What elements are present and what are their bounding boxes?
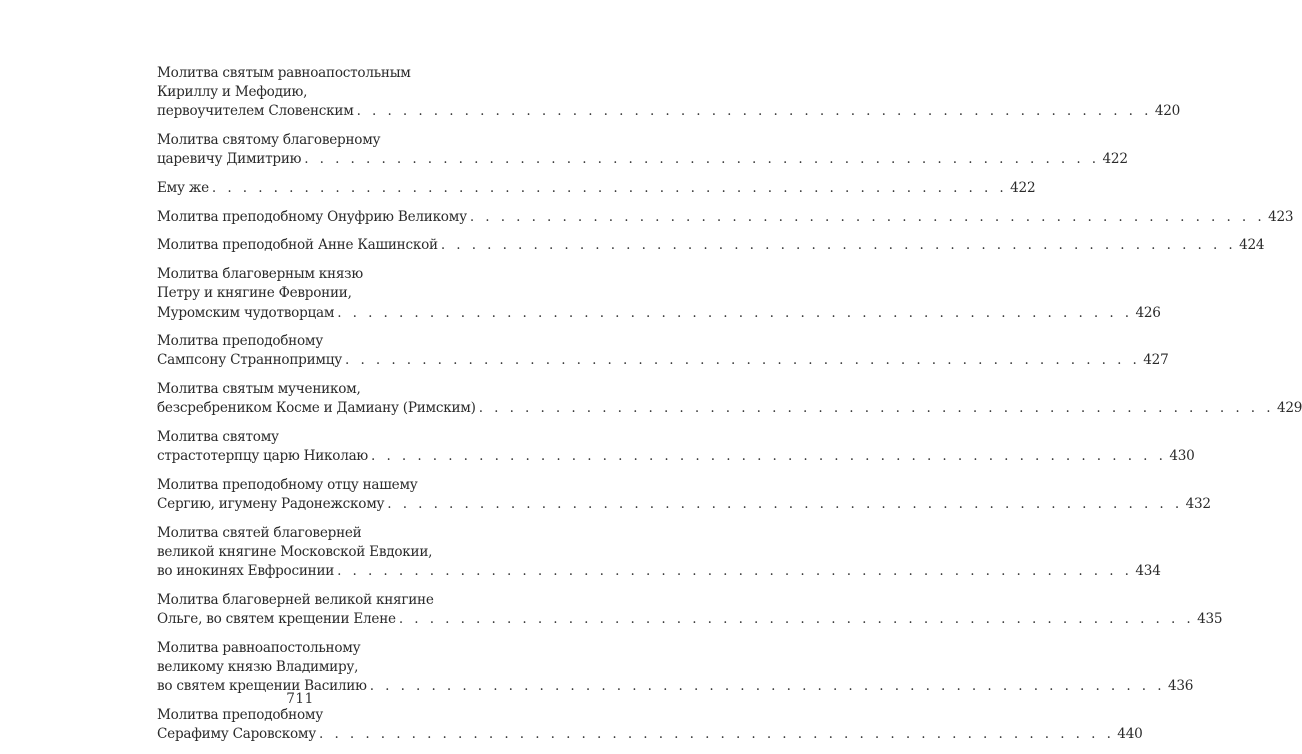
dot-leader: . . . . . . . . . . . . . . . . . . . . . . . . . . . . . . . . . . . . . . . . . . . . . . . . . . . . (211, 180, 1008, 197)
toc-entry-final-line (157, 102, 1181, 121)
toc-entry-title-line: Молитва благоверным князю (157, 266, 363, 283)
toc-entry (157, 639, 1194, 697)
toc-entry-title-line: Сампсону Страннопримцу (157, 352, 342, 369)
toc-entry-title-line: страстотерпцу царю Николаю (157, 448, 369, 465)
toc-entry-title-line: Ольге, во святем крещении Елене (157, 611, 396, 628)
toc-entry-title-line: Молитва святому благоверному (157, 132, 381, 149)
dot-leader: . . . . . . . . . . . . . . . . . . . . . . . . . . . . . . . . . . . . . . . . . . . . . . . . . . . . (371, 448, 1167, 465)
toc-entry-title-line: Муромским чудотворцам (157, 304, 335, 321)
toc-page-number: 424 (1239, 237, 1265, 254)
dot-leader: . . . . . . . . . . . . . . . . . . . . . . . . . . . . . . . . . . . . . . . . . . . . . . . . . . . . (319, 726, 1115, 743)
toc-entry-title-line: во святем крещении Василию (157, 678, 367, 695)
toc-entry (157, 591, 1223, 629)
dot-leader: . . . . . . . . . . . . . . . . . . . . . . . . . . . . . . . . . . . . . . . . . . . . . . . . . . . . (398, 611, 1195, 628)
toc-page-number: 427 (1143, 352, 1169, 369)
dot-leader: . . . . . . . . . . . . . . . . . . . . . . . . . . . . . . . . . . . . . . . . . . . . . . . . . . . . (469, 208, 1266, 225)
toc-page-number: 429 (1276, 400, 1302, 417)
toc-entry (157, 64, 1181, 122)
toc-entry-title-line: Сергию, игумену Радонежскому (157, 496, 385, 513)
toc-entry-final-line (157, 208, 1294, 227)
toc-entry-title-line: Молитва святым мучеником, (157, 381, 361, 398)
toc-entry-title-line: Молитва святей благоверней (157, 524, 362, 541)
toc-page-number: 440 (1117, 726, 1143, 743)
toc-entry-final-line (157, 150, 1128, 169)
toc-entry-final-line (157, 447, 1195, 466)
toc-entry-title-line: во инокинях Евфросинии (157, 563, 335, 580)
toc-entry-final-line (157, 351, 1169, 370)
dot-leader: . . . . . . . . . . . . . . . . . . . . . . . . . . . . . . . . . . . . . . . . . . . . . . . . . . . . (345, 352, 1141, 369)
toc-page-number: 423 (1268, 208, 1294, 225)
dot-leader: . . . . . . . . . . . . . . . . . . . . . . . . . . . . . . . . . . . . . . . . . . . . . . . . . . . . (304, 151, 1100, 168)
toc-entry-final-line (157, 495, 1211, 514)
dot-leader: . . . . . . . . . . . . . . . . . . . . . . . . . . . . . . . . . . . . . . . . . . . . . . . . . . . . (356, 103, 1152, 120)
page-number: 711 (286, 691, 314, 707)
toc-entry (157, 524, 1161, 582)
dot-leader: . . . . . . . . . . . . . . . . . . . . . . . . . . . . . . . . . . . . . . . . . . . . . . . . . . . . (337, 563, 1133, 580)
toc-entry-title-line: великой княгине Московской Евдокии, (157, 544, 433, 561)
toc-entry-final-line (157, 725, 1143, 744)
toc-entry-title-line: Ему же (157, 180, 209, 197)
toc-entry (157, 380, 1302, 418)
toc-entry-final-line (157, 610, 1223, 629)
toc-entry (157, 476, 1211, 514)
toc-entry-final-line (157, 236, 1265, 255)
dot-leader: . . . . . . . . . . . . . . . . . . . . . . . . . . . . . . . . . . . . . . . . . . . . . . . . . . . . (369, 678, 1165, 695)
toc-entry (157, 706, 1143, 744)
toc-entry-title-line: Серафиму Саровскому (157, 726, 317, 743)
toc-entry (157, 131, 1128, 169)
toc-entry-title-line: царевичу Димитрию (157, 151, 302, 168)
toc-page-number: 422 (1102, 151, 1128, 168)
toc-entry-title-line: Молитва равноапостольному (157, 639, 361, 656)
toc-entry (157, 332, 1169, 370)
toc-entry-title-line: великому князю Владимиру, (157, 659, 359, 676)
dot-leader: . . . . . . . . . . . . . . . . . . . . . . . . . . . . . . . . . . . . . . . . . . . . . . . . . . . . (337, 304, 1133, 321)
table-of-contents (157, 64, 1302, 754)
toc-entry (157, 208, 1294, 227)
toc-entry-final-line (157, 304, 1161, 323)
toc-entry-final-line (157, 399, 1302, 418)
dot-leader: . . . . . . . . . . . . . . . . . . . . . . . . . . . . . . . . . . . . . . . . . . . . . . . . . . . . (440, 237, 1237, 254)
toc-entry (157, 265, 1161, 323)
toc-page-number: 436 (1167, 678, 1194, 695)
toc-page-number: 435 (1197, 611, 1223, 628)
toc-entry-title-line: безсребреником Косме и Дамиану (Римским) (157, 400, 476, 417)
toc-entry-title-line: первоучителем Словенским (157, 103, 354, 120)
dot-leader: . . . . . . . . . . . . . . . . . . . . . . . . . . . . . . . . . . . . . . . . . . . . . . . . . . . . (387, 496, 1183, 513)
dot-leader: . . . . . . . . . . . . . . . . . . . . . . . . . . . . . . . . . . . . . . . . . . . . . . . . . . . . (478, 400, 1274, 417)
toc-entry-title-line: Молитва преподобному отцу нашему (157, 476, 418, 493)
toc-page-number: 430 (1169, 448, 1195, 465)
toc-entry-title-line: Молитва святым равноапостольным (157, 65, 411, 81)
toc-entry-title-line: Молитва преподобному (157, 706, 324, 723)
toc-entry-title-line: Молитва преподобному (157, 333, 324, 350)
toc-page-number: 426 (1135, 304, 1161, 321)
toc-entry-title-line: Молитва благоверней великой княгине (157, 591, 434, 608)
toc-page-number: 432 (1185, 496, 1211, 513)
toc-page-number: 434 (1135, 563, 1161, 580)
toc-entry (157, 236, 1265, 255)
toc-entry (157, 179, 1036, 198)
toc-entry-title-line: Кириллу и Мефодию, (157, 84, 308, 101)
toc-entry-title-line: Молитва преподобной Анне Кашинской (157, 237, 438, 254)
toc-entry-final-line (157, 562, 1161, 581)
toc-page-number: 420 (1154, 103, 1181, 120)
toc-entry (157, 428, 1195, 466)
toc-entry-title-line: Молитва святому (157, 429, 279, 446)
toc-entry-title-line: Молитва преподобному Онуфрию Великому (157, 208, 467, 225)
toc-entry-final-line (157, 179, 1036, 198)
toc-page-number: 422 (1010, 180, 1036, 197)
toc-entry-title-line: Петру и княгине Февронии, (157, 285, 352, 302)
